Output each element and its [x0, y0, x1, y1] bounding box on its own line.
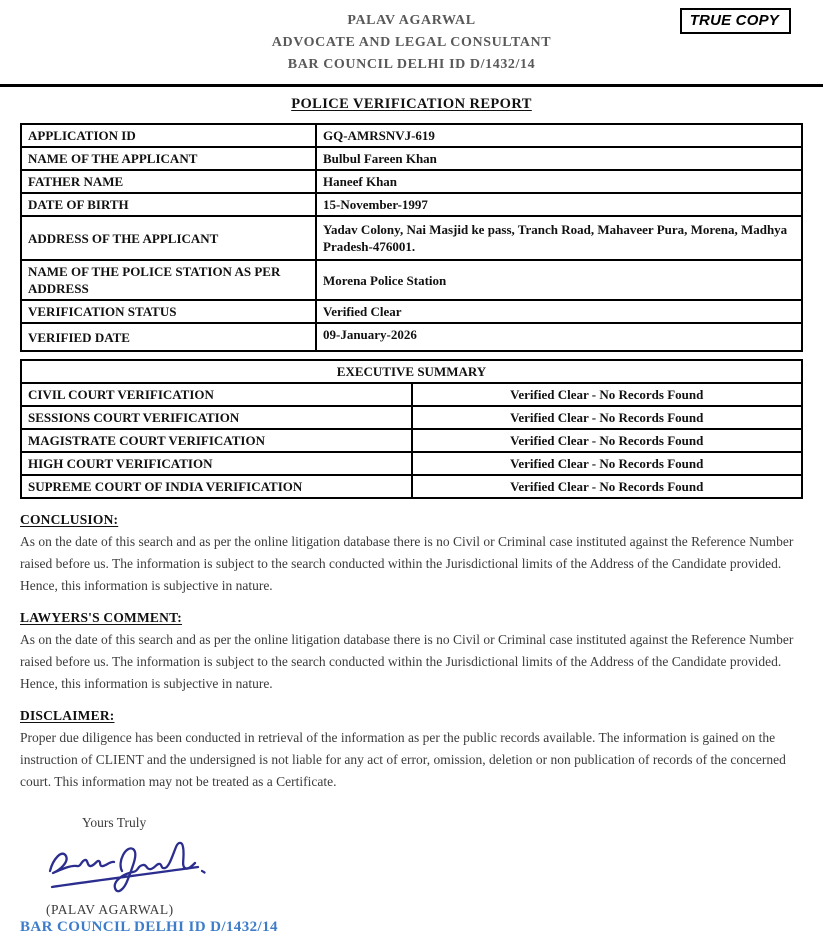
executive-summary-header: EXECUTIVE SUMMARY: [21, 360, 802, 383]
detail-label: ADDRESS OF THE APPLICANT: [21, 216, 316, 260]
detail-value: 09-January-2026: [316, 323, 802, 351]
table-row: [21, 406, 802, 429]
detail-value: GQ-AMRSNVJ-619: [316, 124, 802, 147]
summary-label: MAGISTRATE COURT VERIFICATION: [21, 429, 412, 452]
detail-value: Morena Police Station: [316, 260, 802, 300]
closing-text: Yours Truly: [82, 815, 147, 830]
table-row: [21, 260, 802, 300]
detail-value: Verified Clear: [316, 300, 802, 323]
signature-image: [40, 835, 803, 902]
true-copy-stamp: TRUE COPY: [680, 8, 791, 34]
table-row: [21, 360, 802, 383]
executive-summary-table: [20, 359, 803, 499]
detail-value: 15-November-1997: [316, 193, 802, 216]
table-row: [21, 452, 802, 475]
detail-value: Haneef Khan: [316, 170, 802, 193]
table-row: [21, 216, 802, 260]
table-row: [21, 323, 802, 351]
letterhead-name: PALAV AGARWAL: [347, 13, 476, 28]
table-row: [21, 383, 802, 406]
detail-label: FATHER NAME: [21, 170, 316, 193]
table-row: [21, 429, 802, 452]
summary-label: CIVIL COURT VERIFICATION: [21, 383, 412, 406]
detail-value: Yadav Colony, Nai Masjid ke pass, Tranch Road, Mahaveer Pura, Morena, Madhya Pradesh-476001.: [316, 216, 802, 260]
summary-value: Verified Clear - No Records Found: [412, 406, 803, 429]
table-row: [21, 475, 802, 498]
disclaimer-text: Proper due diligence has been conducted in retrieval of the information as per the public records available. The information is gained on the instruction of CLIENT and the undersigned is not liable for any act of error, omission, deletion or non publication of records of the concerned court. This information may not be treated as a Certificate.: [20, 730, 786, 789]
summary-label: SUPREME COURT OF INDIA VERIFICATION: [21, 475, 412, 498]
detail-label: VERIFIED DATE: [21, 323, 316, 351]
lawyers-comment-heading: LAWYERS'S COMMENT:: [20, 610, 182, 625]
detail-label: NAME OF THE POLICE STATION AS PER ADDRESS: [21, 260, 316, 300]
table-row: [21, 300, 802, 323]
signatory-name: (PALAV AGARWAL): [46, 902, 174, 917]
page-title: POLICE VERIFICATION REPORT: [291, 96, 532, 112]
summary-value: Verified Clear - No Records Found: [412, 383, 803, 406]
applicant-details-table: [20, 123, 803, 352]
letterhead-bar-id: BAR COUNCIL DELHI ID D/1432/14: [287, 57, 536, 72]
summary-value: Verified Clear - No Records Found: [412, 452, 803, 475]
disclaimer-heading: DISCLAIMER:: [20, 708, 115, 723]
detail-label: DATE OF BIRTH: [21, 193, 316, 216]
summary-label: SESSIONS COURT VERIFICATION: [21, 406, 412, 429]
detail-label: NAME OF THE APPLICANT: [21, 147, 316, 170]
table-row: [21, 170, 802, 193]
handwritten-signature-icon: [40, 835, 225, 897]
table-row: [21, 193, 802, 216]
summary-label: HIGH COURT VERIFICATION: [21, 452, 412, 475]
document-body: [0, 123, 823, 936]
detail-value: Bulbul Fareen Khan: [316, 147, 802, 170]
detail-label: VERIFICATION STATUS: [21, 300, 316, 323]
table-row: [21, 124, 802, 147]
table-row: [21, 147, 802, 170]
lawyers-comment-text: As on the date of this search and as per the online litigation database there is no Civil or Criminal case instituted against the Reference Number raised before us. The information is subject to the search conducted within the Jurisdictional limits of the Address of the Candidate provided. Hence, this information is subjective in nature.: [20, 632, 794, 691]
header-divider: [0, 84, 823, 87]
conclusion-text: As on the date of this search and as per the online litigation database there is no Civil or Criminal case instituted against the Reference Number raised before us. The information is subject to the search conducted within the Jurisdictional limits of the Address of the Candidate provided. Hence, this information is subjective in nature.: [20, 534, 794, 593]
bar-council-footer: BAR COUNCIL DELHI ID D/1432/14: [20, 919, 278, 935]
summary-value: Verified Clear - No Records Found: [412, 475, 803, 498]
letterhead-role: ADVOCATE AND LEGAL CONSULTANT: [271, 35, 552, 50]
conclusion-heading: CONCLUSION:: [20, 512, 119, 527]
detail-label: APPLICATION ID: [21, 124, 316, 147]
summary-value: Verified Clear - No Records Found: [412, 429, 803, 452]
